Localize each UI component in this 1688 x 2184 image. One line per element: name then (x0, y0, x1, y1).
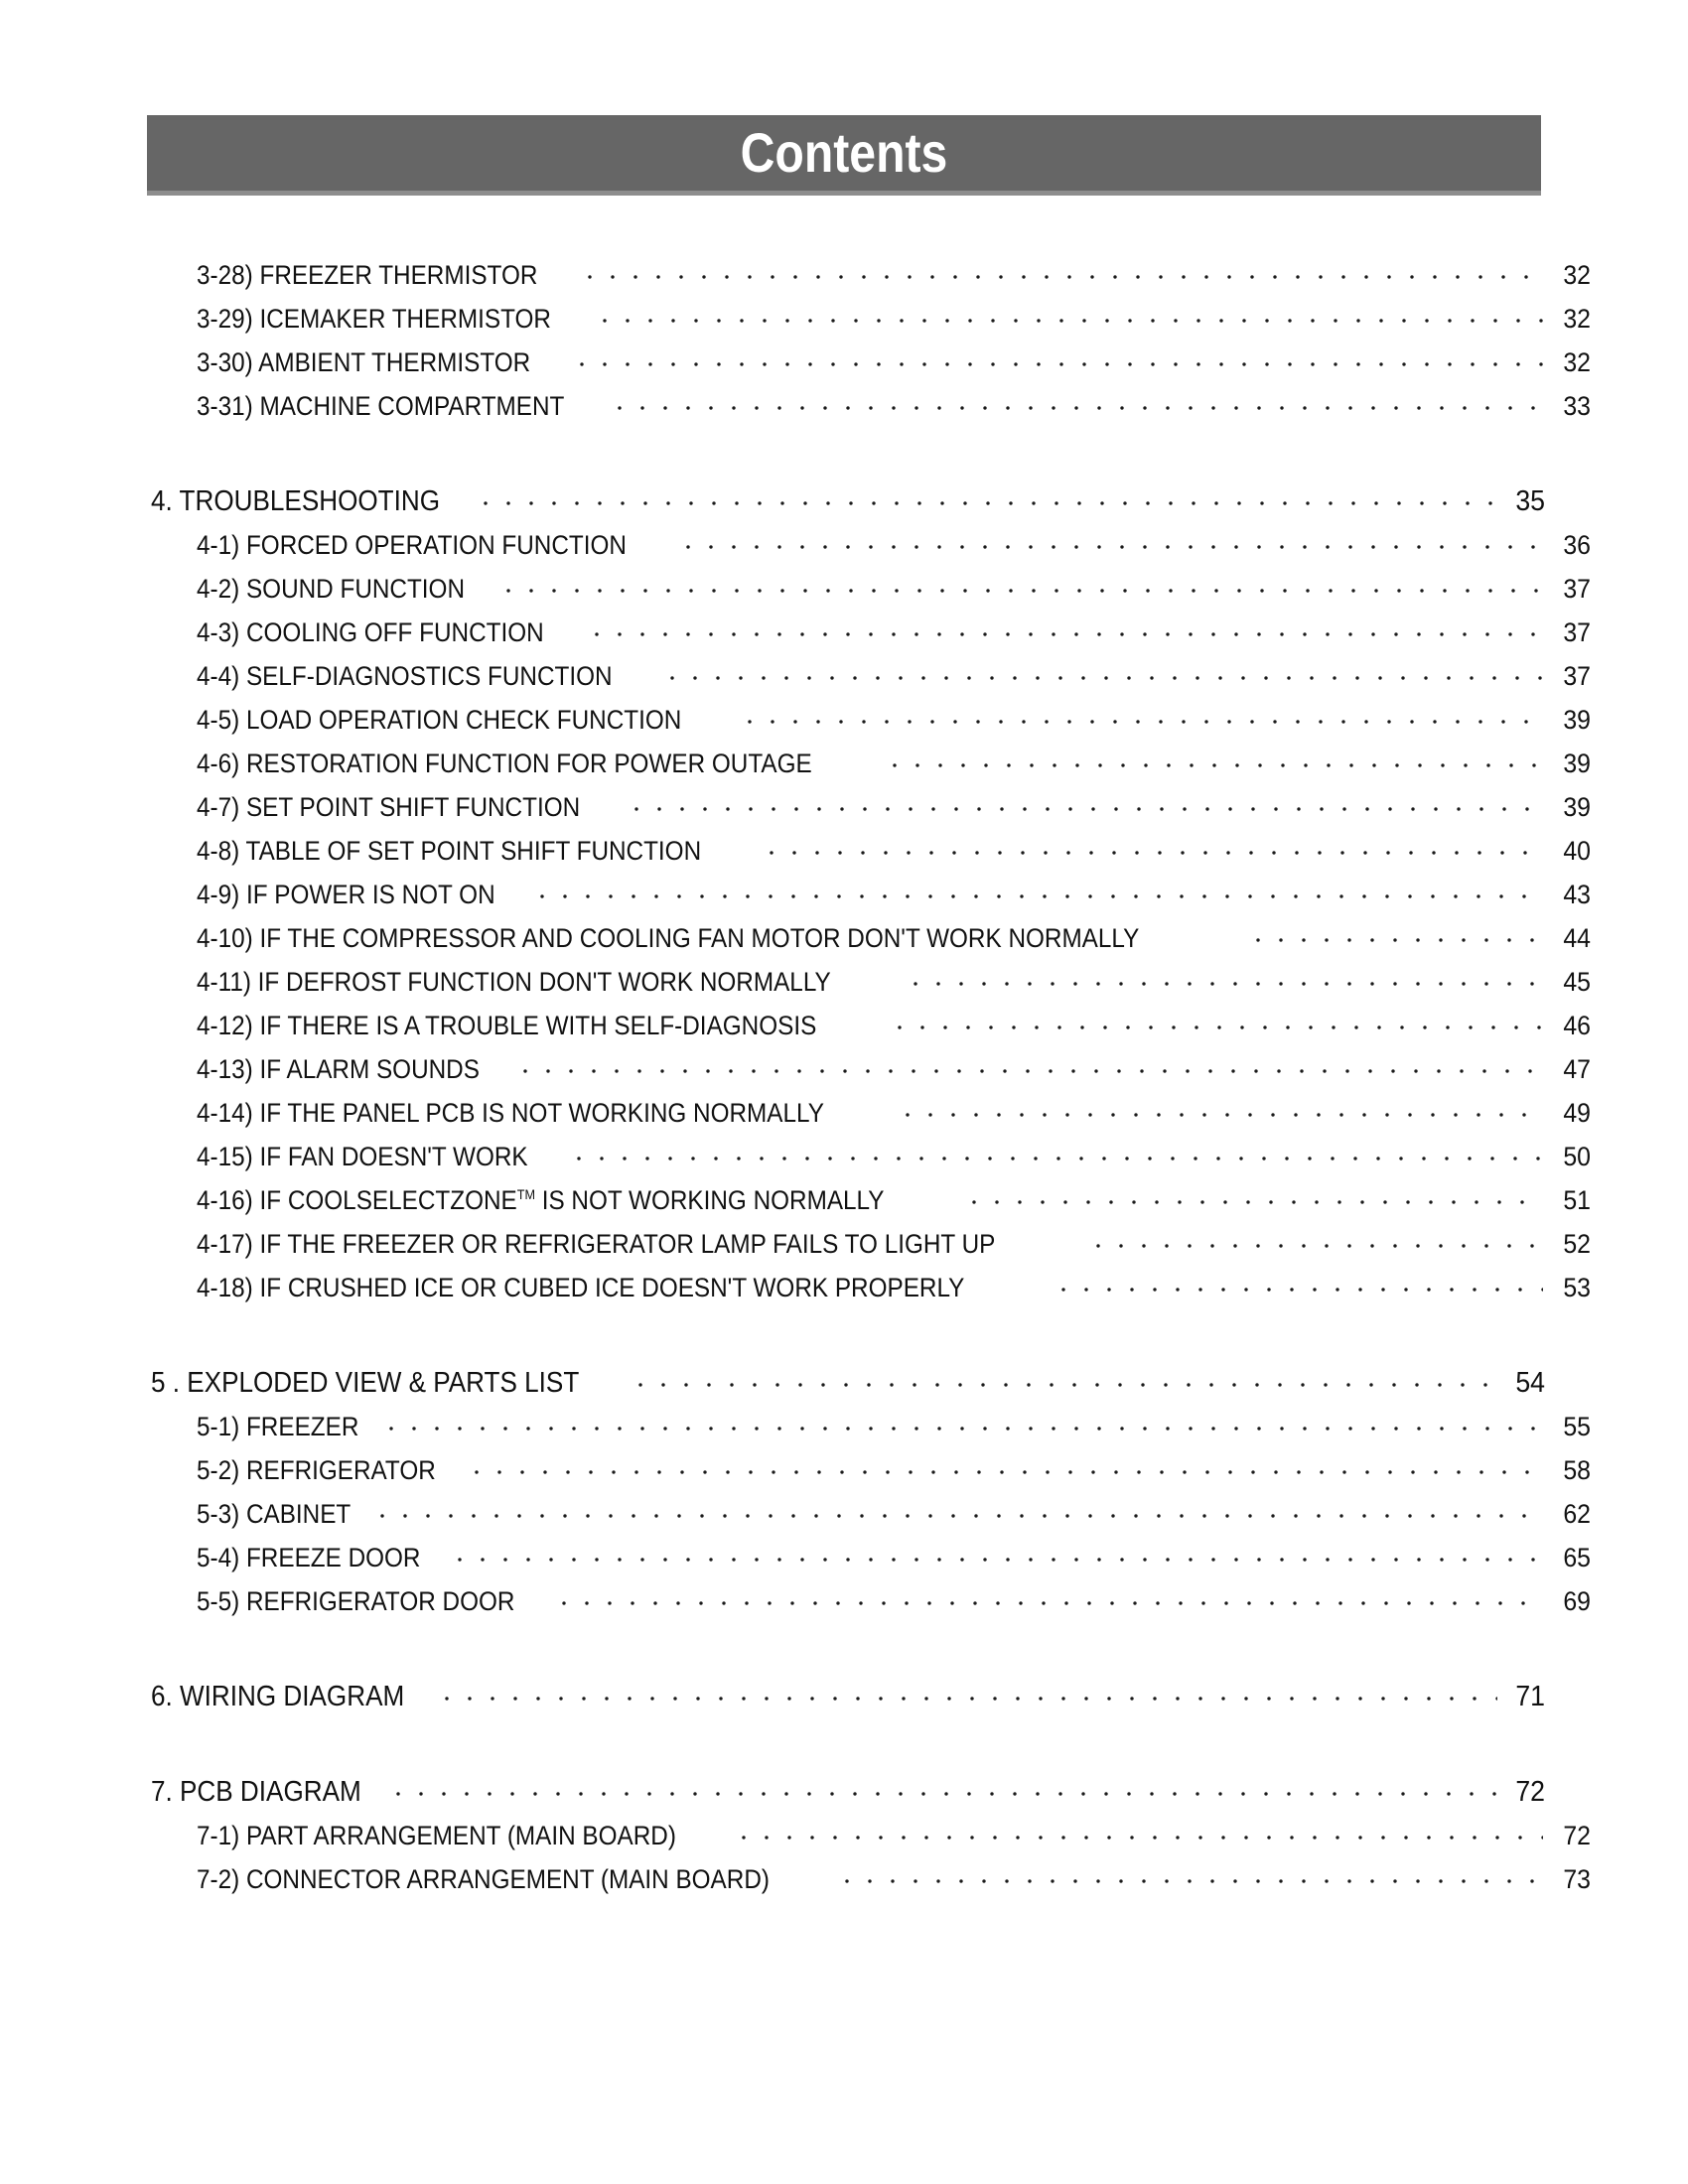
toc-entry-page-number: 72 (1515, 1776, 1545, 1808)
toc-entry-page-number: 71 (1515, 1681, 1545, 1712)
toc-entry[interactable] (147, 1770, 1545, 1814)
toc-entry[interactable] (147, 523, 1591, 567)
toc-dot-leader (588, 264, 1543, 291)
toc-entry-page-number: 40 (1563, 836, 1591, 866)
toc-entry-label: 4-1) FORCED OPERATION FUNCTION (197, 530, 627, 560)
toc-entry[interactable] (147, 1047, 1591, 1091)
toc-entry-label: 4-17) IF THE FREEZER OR REFRIGERATOR LAMP FAILS TO LIGHT UP (197, 1229, 996, 1259)
toc-entry[interactable] (147, 479, 1545, 523)
toc-dot-leader (638, 1371, 1497, 1400)
toc-entry-label: 4-8) TABLE OF SET POINT SHIFT FUNCTION (197, 836, 702, 866)
toc-entry[interactable] (147, 1405, 1591, 1448)
toc-dot-leader (475, 1459, 1543, 1486)
toc-entry-page-number: 37 (1563, 617, 1591, 647)
toc-dot-leader (618, 395, 1543, 422)
toc-entry[interactable] (147, 1492, 1591, 1536)
toc-entry-label: 6. WIRING DIAGRAM (151, 1681, 405, 1712)
toc-entry-page-number: 47 (1563, 1054, 1591, 1084)
toc-dot-leader (577, 1146, 1543, 1172)
toc-entry-label: 4-18) IF CRUSHED ICE OR CUBED ICE DOESN'T WORK PROPERLY (197, 1273, 965, 1302)
toc-entry-label: 4-13) IF ALARM SOUNDS (197, 1054, 480, 1084)
toc-dot-leader (906, 1102, 1543, 1129)
page-title: Contents (740, 121, 948, 184)
toc-entry-label: 4-15) IF FAN DOESN'T WORK (197, 1142, 528, 1171)
toc-dot-leader (670, 665, 1543, 692)
toc-dot-leader (845, 1868, 1543, 1895)
header-band-shadow (147, 191, 1541, 196)
toc-entry-label: 3-29) ICEMAKER THERMISTOR (197, 304, 551, 334)
toc-entry[interactable] (147, 1814, 1591, 1857)
toc-entry[interactable] (147, 1135, 1591, 1178)
contents-header-band (147, 115, 1541, 193)
toc-entry-page-number: 58 (1563, 1455, 1591, 1485)
toc-entry-page-number: 36 (1563, 530, 1591, 560)
toc-dot-leader (914, 971, 1543, 998)
toc-entry-label: 4-4) SELF-DIAGNOSTICS FUNCTION (197, 661, 613, 691)
toc-entry[interactable] (147, 1448, 1591, 1492)
toc-entry-label: 4-6) RESTORATION FUNCTION FOR POWER OUTAGE (197, 749, 812, 778)
toc-entry[interactable] (147, 698, 1591, 742)
toc-entry-page-number: 65 (1563, 1543, 1591, 1572)
toc-entry[interactable] (147, 1091, 1591, 1135)
toc-entry-label: 5-2) REFRIGERATOR (197, 1455, 436, 1485)
toc-entry-page-number: 32 (1563, 260, 1591, 290)
toc-entry-label: 4. TROUBLESHOOTING (151, 485, 441, 517)
toc-entry-page-number: 37 (1563, 574, 1591, 604)
group-spacer (147, 1623, 1541, 1675)
toc-dot-leader (389, 1416, 1543, 1442)
toc-entry-page-number: 54 (1515, 1367, 1545, 1399)
toc-entry[interactable] (147, 567, 1591, 611)
toc-entry-page-number: 33 (1563, 391, 1591, 421)
toc-dot-leader (506, 578, 1543, 605)
toc-entry[interactable] (147, 341, 1591, 384)
group-section5 (147, 1361, 1591, 1623)
toc-entry-page-number: 55 (1563, 1412, 1591, 1441)
toc-entry-label: 4-16) IF COOLSELECTZONE™ IS NOT WORKING NORMALLY (197, 1185, 885, 1215)
toc-entry-page-number: 45 (1563, 967, 1591, 997)
toc-entry-page-number: 51 (1563, 1185, 1591, 1215)
toc-entry[interactable] (147, 1004, 1591, 1047)
toc-entry-label: 4-7) SET POINT SHIFT FUNCTION (197, 792, 581, 822)
toc-entry-label: 5-3) CABINET (197, 1499, 352, 1529)
toc-entry-label: 5-1) FREEZER (197, 1412, 359, 1441)
trademark-icon: TM (516, 1186, 535, 1202)
toc-entry-page-number: 50 (1563, 1142, 1591, 1171)
toc-entry-page-number: 49 (1563, 1098, 1591, 1128)
toc-entry-label: 4-10) IF THE COMPRESSOR AND COOLING FAN MOTOR DON'T WORK NORMALLY (197, 923, 1140, 953)
toc-entry[interactable] (147, 1178, 1591, 1222)
toc-dot-leader (540, 884, 1543, 910)
toc-entry-page-number: 37 (1563, 661, 1591, 691)
toc-entry[interactable] (147, 1857, 1591, 1901)
toc-dot-leader (580, 351, 1543, 378)
toc-dot-leader (1061, 1277, 1543, 1303)
toc-dot-leader (562, 1590, 1543, 1617)
toc-entry[interactable] (147, 1579, 1591, 1623)
toc-entry-label: 3-28) FREEZER THERMISTOR (197, 260, 538, 290)
toc-dot-leader (1256, 927, 1543, 954)
toc-entry-label: 7. PCB DIAGRAM (151, 1776, 361, 1808)
toc-dot-leader (898, 1015, 1543, 1041)
toc-entry-label: 4-5) LOAD OPERATION CHECK FUNCTION (197, 705, 682, 735)
toc-dot-leader (893, 752, 1543, 779)
toc-entry-page-number: 69 (1563, 1586, 1591, 1616)
toc-entry-label: 5-4) FREEZE DOOR (197, 1543, 421, 1572)
toc-entry-label: 4-2) SOUND FUNCTION (197, 574, 466, 604)
toc-entry-page-number: 32 (1563, 304, 1591, 334)
toc-entry-page-number: 32 (1563, 347, 1591, 377)
toc-entry-label: 7-2) CONNECTOR ARRANGEMENT (MAIN BOARD) (197, 1864, 770, 1894)
toc-dot-leader (595, 621, 1543, 648)
toc-dot-leader (1096, 1233, 1543, 1260)
toc-entry-page-number: 62 (1563, 1499, 1591, 1529)
toc-entry-page-number: 44 (1563, 923, 1591, 953)
toc-entry[interactable] (147, 960, 1591, 1004)
toc-entry-label: 4-9) IF POWER IS NOT ON (197, 880, 495, 909)
toc-entry-label: 3-31) MACHINE COMPARTMENT (197, 391, 565, 421)
toc-dot-leader (770, 840, 1543, 867)
toc-dot-leader (458, 1547, 1543, 1573)
group-section6 (147, 1675, 1545, 1718)
toc-entry-label: 4-14) IF THE PANEL PCB IS NOT WORKING NORMALLY (197, 1098, 824, 1128)
toc-entry-page-number: 39 (1563, 749, 1591, 778)
toc-entry[interactable] (147, 1266, 1591, 1309)
toc-entry[interactable] (147, 1536, 1591, 1579)
toc-entry[interactable] (147, 1222, 1591, 1266)
toc-entry[interactable] (147, 785, 1591, 829)
toc-dot-leader (634, 796, 1543, 823)
toc-entry-page-number: 53 (1563, 1273, 1591, 1302)
toc-entry-page-number: 35 (1515, 485, 1545, 517)
toc-entry-page-number: 46 (1563, 1011, 1591, 1040)
toc-entry-page-number: 43 (1563, 880, 1591, 909)
group-section7 (147, 1770, 1591, 1901)
toc-dot-leader (380, 1503, 1543, 1530)
toc-entry-label: 5 . EXPLODED VIEW & PARTS LIST (151, 1367, 580, 1399)
toc-entry-label: 4-11) IF DEFROST FUNCTION DON'T WORK NORMALLY (197, 967, 831, 997)
toc-entry-page-number: 73 (1563, 1864, 1591, 1894)
toc-entry[interactable] (147, 654, 1591, 698)
toc-entry-page-number: 72 (1563, 1821, 1591, 1850)
toc-dot-leader (972, 1189, 1543, 1216)
toc-dot-leader (686, 534, 1543, 561)
toc-dot-leader (445, 1685, 1497, 1713)
toc-entry[interactable] (147, 1675, 1545, 1718)
toc-dot-leader (748, 709, 1543, 736)
toc-entry-page-number: 52 (1563, 1229, 1591, 1259)
toc-dot-leader (484, 489, 1497, 518)
toc-entry-label: 4-12) IF THERE IS A TROUBLE WITH SELF-DIAGNOSIS (197, 1011, 817, 1040)
toc-entry[interactable] (147, 873, 1591, 916)
toc-entry-label: 4-3) COOLING OFF FUNCTION (197, 617, 544, 647)
toc-entry-label: 5-5) REFRIGERATOR DOOR (197, 1586, 515, 1616)
toc-dot-leader (396, 1780, 1497, 1809)
toc-entry-page-number: 39 (1563, 792, 1591, 822)
group-spacer (147, 1309, 1541, 1361)
toc-entry[interactable] (147, 297, 1591, 341)
toc-entry-page-number: 39 (1563, 705, 1591, 735)
group-section3-tail (147, 253, 1591, 428)
group-section4 (147, 479, 1591, 1309)
toc-entry[interactable] (147, 611, 1591, 654)
group-spacer (147, 428, 1541, 479)
toc-entry-label: 3-30) AMBIENT THERMISTOR (197, 347, 531, 377)
table-of-contents (147, 253, 1591, 1901)
toc-dot-leader (603, 308, 1543, 335)
toc-entry[interactable] (147, 742, 1591, 785)
toc-entry[interactable] (147, 829, 1591, 873)
toc-entry[interactable] (147, 253, 1591, 297)
group-spacer (147, 1718, 1541, 1770)
toc-entry-label: 7-1) PART ARRANGEMENT (MAIN BOARD) (197, 1821, 676, 1850)
toc-dot-leader (523, 1058, 1543, 1085)
toc-entry[interactable] (147, 384, 1591, 428)
toc-dot-leader (742, 1825, 1543, 1851)
toc-entry[interactable] (147, 1361, 1545, 1405)
toc-entry[interactable] (147, 916, 1591, 960)
